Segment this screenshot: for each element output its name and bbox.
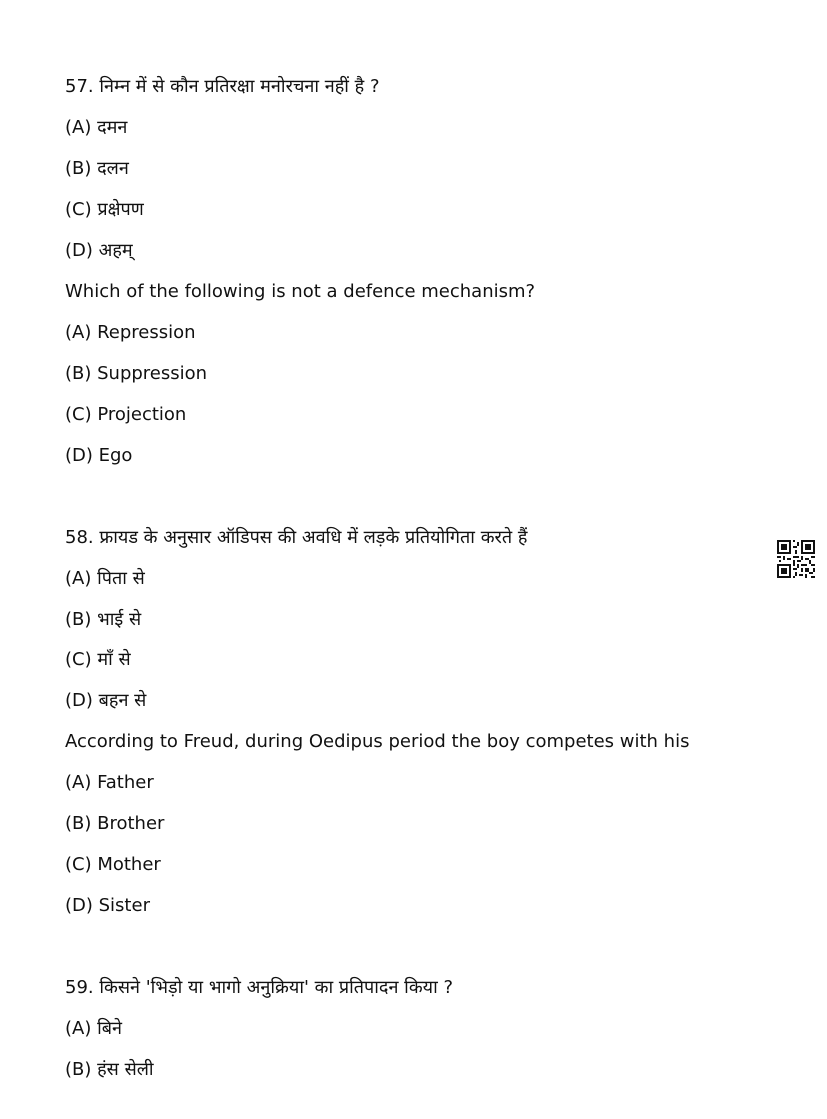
q58-english: According to Freud, during Oedipus period the boy competes with his (65, 731, 690, 752)
q57-english-option-b: (B) Suppression (65, 363, 208, 384)
q57-english-option-c: (C) Projection (65, 404, 187, 425)
q58-hindi: 58. फ्रायड के अनुसार ऑडिपस की अवधि में लड़के प्रतियोगिता करते हैं (65, 527, 528, 548)
qr-code-icon (777, 540, 815, 578)
q57-english: Which of the following is not a defence mechanism? (65, 281, 536, 302)
q58-hindi-option-a: (A) पिता से (65, 568, 145, 589)
q57-hindi-option-b: (B) दलन (65, 158, 129, 179)
q58-english-option-c: (C) Mother (65, 854, 161, 875)
q58-hindi-option-d: (D) बहन से (65, 690, 147, 711)
q59-hindi-option-a: (A) बिने (65, 1018, 123, 1039)
q57-hindi: 57. निम्न में से कौन प्रतिरक्षा मनोरचना नहीं है ? (65, 76, 380, 97)
q58-hindi-option-c: (C) माँ से (65, 649, 131, 670)
q58-hindi-option-b: (B) भाई से (65, 609, 142, 630)
q58-english-option-b: (B) Brother (65, 813, 165, 834)
q58-english-option-d: (D) Sister (65, 895, 150, 916)
q58-english-option-a: (A) Father (65, 772, 154, 793)
q59-hindi-option-b: (B) हंस सेली (65, 1059, 154, 1080)
q57-hindi-option-a: (A) दमन (65, 117, 128, 138)
q57-english-option-a: (A) Repression (65, 322, 196, 343)
q59-hindi: 59. किसने 'भिड़ो या भागो अनुक्रिया' का प्रतिपादन किया ? (65, 977, 454, 998)
q57-hindi-option-d: (D) अहम् (65, 240, 133, 261)
q57-english-option-d: (D) Ego (65, 445, 133, 466)
q57-hindi-option-c: (C) प्रक्षेपण (65, 199, 144, 220)
